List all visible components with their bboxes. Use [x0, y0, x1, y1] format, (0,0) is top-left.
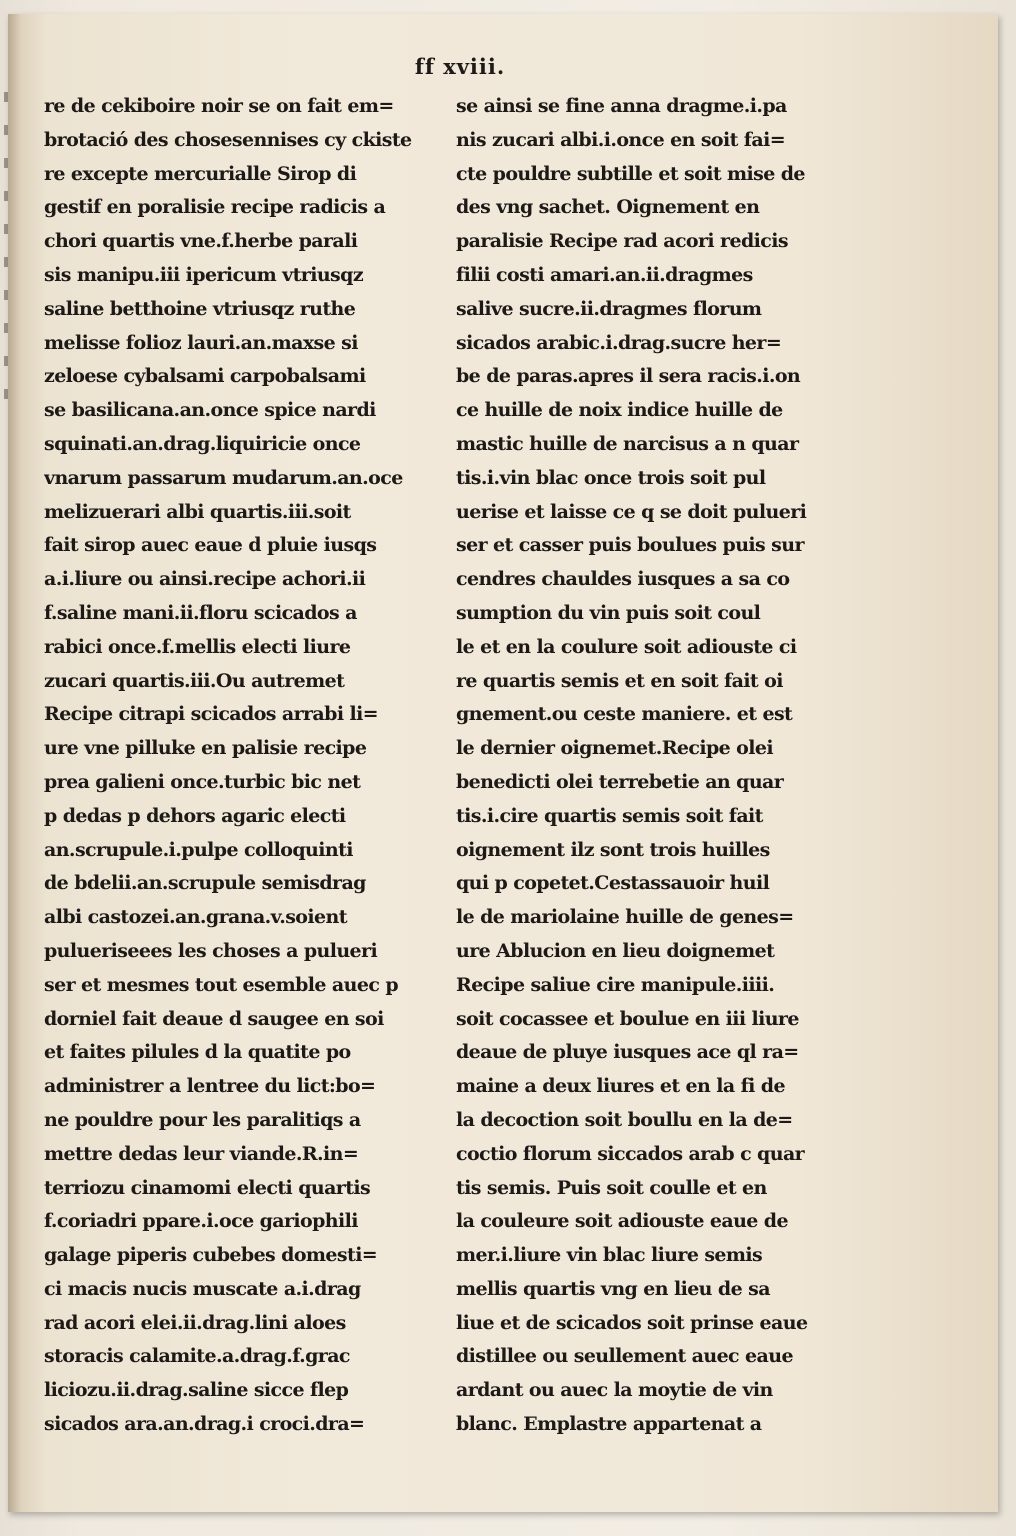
text-line: albi castozei.an.grana.v.soient [44, 906, 347, 929]
right-text-column [456, 90, 846, 1442]
text-line: mettre dedas leur viande.R.in= [44, 1142, 359, 1165]
text-line: ser et mesmes tout esemble auec p [44, 973, 399, 996]
text-line: brotació des chosesennises cy ckiste [44, 128, 412, 151]
text-line: tis.i.vin blac once trois soit pul [456, 466, 766, 489]
text-line: et faites pilules d la quatite po [44, 1041, 351, 1064]
text-line: le de mariolaine huille de genes= [456, 906, 794, 929]
text-line: blanc. Emplastre appartenat a [456, 1413, 762, 1436]
text-line: storacis calamite.a.drag.f.grac [44, 1345, 350, 1368]
bleed-mark [4, 290, 8, 300]
text-line: melizuerari albi quartis.iii.soit [44, 500, 351, 523]
text-line: chori quartis vne.f.herbe parali [44, 230, 358, 253]
text-line: oignement ilz sont trois huilles [456, 838, 770, 861]
text-line: qui p copetet.Cestassauoir huil [456, 872, 770, 895]
text-line: ser et casser puis boulues puis sur [456, 534, 804, 557]
text-line: zucari quartis.iii.Ou autremet [44, 669, 345, 692]
text-line: fait sirop auec eaue d pluie iusqs [44, 534, 377, 557]
text-line: liciozu.ii.drag.saline sicce flep [44, 1379, 349, 1402]
text-line: saline betthoine vtriusqz ruthe [44, 297, 356, 320]
text-line: ure Ablucion en lieu doignemet [456, 939, 775, 962]
text-line: pulueriseees les choses a pulueri [44, 939, 378, 962]
text-line: paralisie Recipe rad acori redicis [456, 230, 788, 253]
bleed-mark [4, 389, 8, 399]
text-line: terriozu cinamomi electi quartis [44, 1176, 371, 1199]
text-line: liue et de scicados soit prinse eaue [456, 1311, 808, 1334]
text-line: gestif en poralisie recipe radicis a [44, 196, 386, 219]
text-line: re excepte mercurialle Sirop di [44, 162, 357, 185]
text-line: filii costi amari.an.ii.dragmes [456, 263, 753, 286]
text-line: rabici once.f.mellis electi liure [44, 635, 351, 658]
text-line: rad acori elei.ii.drag.lini aloes [44, 1311, 346, 1334]
bleed-mark [4, 323, 8, 333]
text-line: Recipe saliue cire manipule.iiii. [456, 973, 775, 996]
text-line: sicados ara.an.drag.i croci.dra= [44, 1413, 365, 1436]
text-line: se ainsi se fine anna dragme.i.pa [456, 95, 787, 117]
bleed-mark [4, 257, 8, 267]
text-line: deaue de pluye iusques ace ql ra= [456, 1041, 799, 1064]
text-line: soit cocassee et boulue en iii liure [456, 1007, 799, 1030]
bleed-mark [4, 356, 8, 366]
bleed-mark [4, 191, 8, 201]
text-line: le et en la coulure soit adiouste ci [456, 635, 797, 658]
text-line: nis zucari albi.i.once en soit fai= [456, 128, 786, 151]
text-line: ardant ou auec la moytie de vin [456, 1379, 773, 1402]
text-line: ce huille de noix indice huille de [456, 399, 783, 422]
text-line: benedicti olei terrebetie an quar [456, 770, 784, 793]
text-line: tis.i.cire quartis semis soit fait [456, 804, 763, 827]
text-line: galage piperis cubebes domesti= [44, 1244, 378, 1267]
running-head: ff xviii. [414, 54, 506, 79]
text-line: uerise et laisse ce q se doit pulueri [456, 500, 807, 523]
text-line: le dernier oignemet.Recipe olei [456, 737, 773, 760]
text-line: melisse folioz lauri.an.maxse si [44, 331, 358, 354]
text-line: squinati.an.drag.liquiricie once [44, 432, 361, 455]
text-line: sumption du vin puis soit coul [456, 601, 761, 624]
text-line: gnement.ou ceste maniere. et est [456, 703, 793, 726]
text-line: salive sucre.ii.dragmes florum [456, 297, 762, 320]
text-line: ure vne pilluke en palisie recipe [44, 737, 367, 760]
text-line: tis semis. Puis soit coulle et en [456, 1176, 767, 1199]
bleed-mark [4, 224, 8, 234]
text-line: sicados arabic.i.drag.sucre her= [456, 331, 782, 354]
text-line: a.i.liure ou ainsi.recipe achori.ii [44, 568, 366, 591]
text-line: ci macis nucis muscate a.i.drag [44, 1277, 361, 1300]
text-line: re de cekiboire noir se on fait em= [44, 95, 394, 117]
text-line: f.coriadri ppare.i.oce gariophili [44, 1210, 358, 1233]
left-text-column [44, 90, 436, 1442]
text-line: coctio florum siccados arab c quar [456, 1142, 805, 1165]
text-line: sis manipu.iii ipericum vtriusqz [44, 263, 364, 286]
text-line: distillee ou seullement auec eaue [456, 1345, 793, 1368]
bleed-mark [4, 92, 8, 102]
text-line: des vng sachet. Oignement en [456, 196, 760, 219]
text-line: mastic huille de narcisus a n quar [456, 432, 799, 455]
text-line: administrer a lentree du lict:bo= [44, 1075, 376, 1098]
bleed-mark [4, 125, 8, 135]
text-line: re quartis semis et en soit fait oi [456, 669, 783, 692]
text-line: be de paras.apres il sera racis.i.on [456, 365, 801, 388]
text-line: cendres chauldes iusques a sa co [456, 568, 790, 591]
facing-page-bleed [2, 92, 14, 422]
text-line: dorniel fait deaue d saugee en soi [44, 1007, 384, 1030]
text-line: an.scrupule.i.pulpe colloquinti [44, 838, 353, 861]
text-line: maine a deux liures et en la fi de [456, 1075, 785, 1098]
text-line: mer.i.liure vin blac liure semis [456, 1244, 763, 1267]
text-line: mellis quartis vng en lieu de sa [456, 1277, 770, 1300]
bleed-mark [4, 158, 8, 168]
text-line: Recipe citrapi scicados arrabi li= [44, 703, 379, 726]
text-line: zeloese cybalsami carpobalsami [44, 365, 366, 388]
text-line: la decoction soit boullu en la de= [456, 1108, 793, 1131]
text-line: p dedas p dehors agaric electi [44, 804, 346, 827]
text-line: se basilicana.an.once spice nardi [44, 399, 376, 422]
text-line: cte pouldre subtille et soit mise de [456, 162, 805, 185]
text-line: la couleure soit adiouste eaue de [456, 1210, 788, 1233]
text-line: ne pouldre pour les paralitiqs a [44, 1108, 361, 1131]
text-line: vnarum passarum mudarum.an.oce [44, 466, 403, 489]
text-line: de bdelii.an.scrupule semisdrag [44, 872, 366, 895]
text-line: f.saline mani.ii.floru scicados a [44, 601, 357, 624]
text-line: prea galieni once.turbic bic net [44, 770, 361, 793]
